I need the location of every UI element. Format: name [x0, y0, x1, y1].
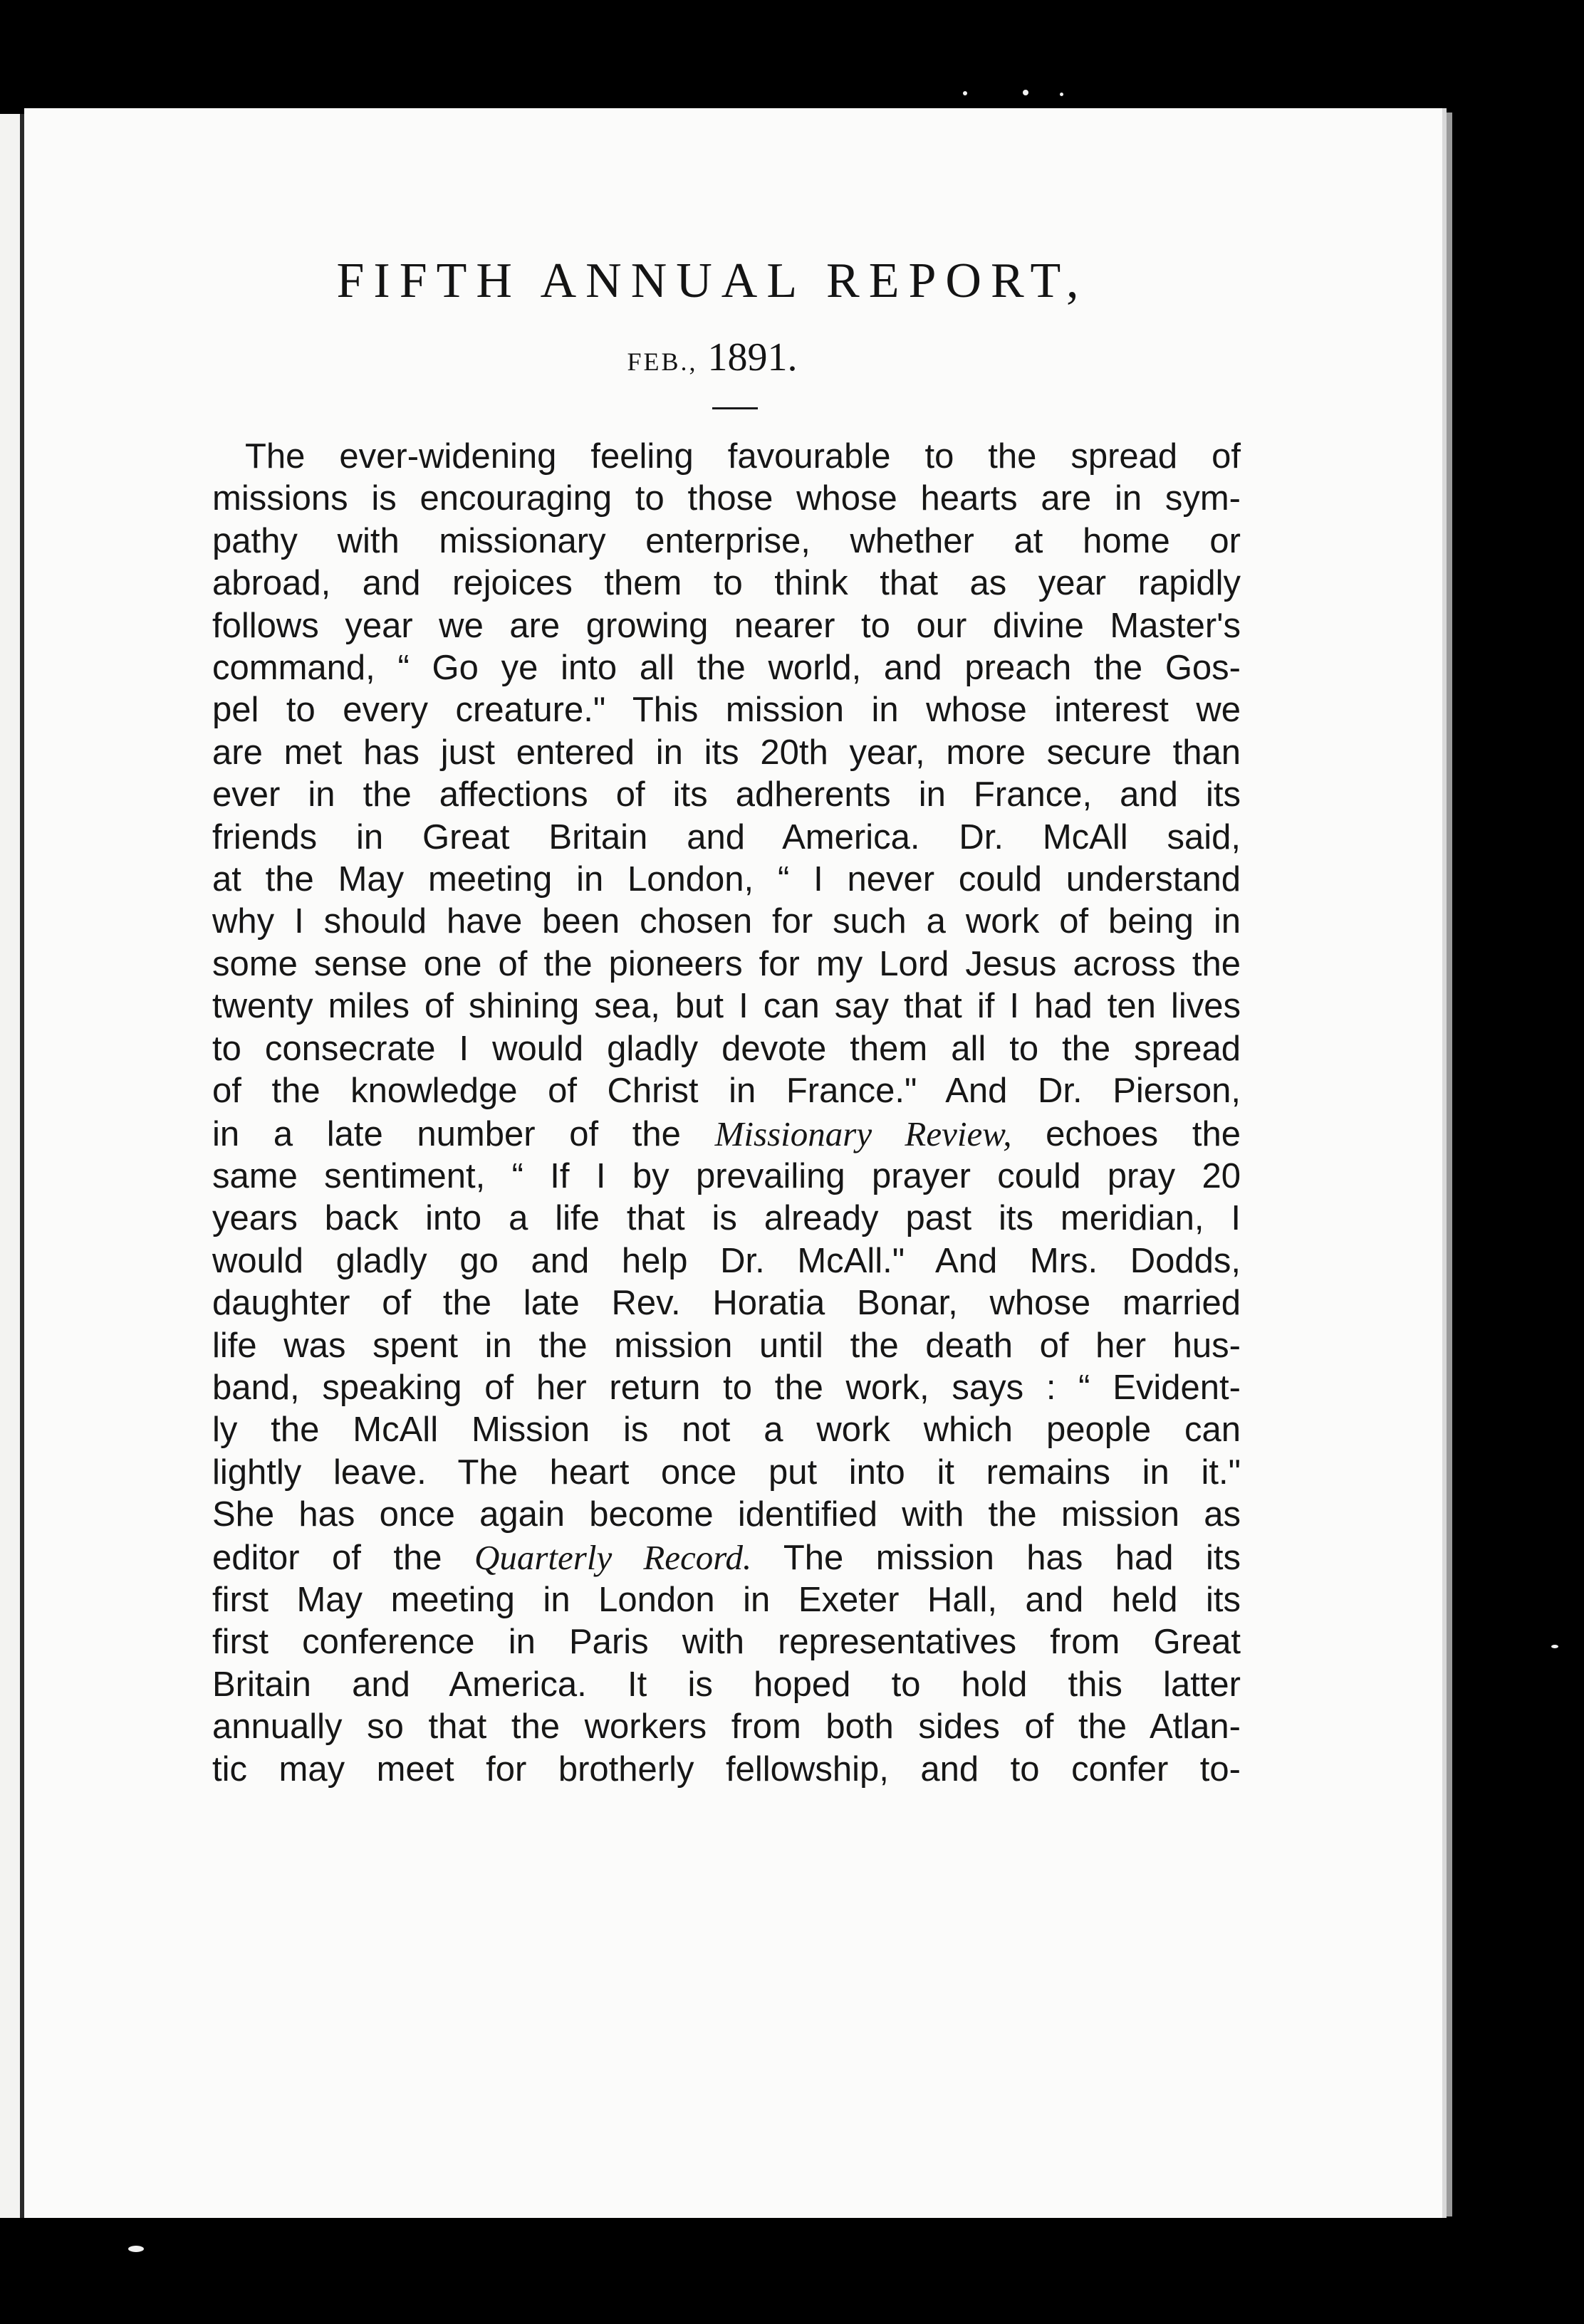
text-line — [212, 1749, 1241, 1791]
adjacent-page-edge — [0, 114, 20, 2218]
text-line — [212, 1070, 1241, 1112]
text-line — [212, 943, 1241, 985]
text-segment: lightly leave. The heart once put into it remains in it." — [212, 1452, 1241, 1492]
text-segment: in a late number of the — [212, 1114, 715, 1153]
text-segment: ly the McAll Mission is not a work which people can — [212, 1410, 1241, 1450]
report-date-month: FEB., — [627, 347, 698, 376]
text-line — [212, 647, 1241, 689]
text-line — [212, 1367, 1241, 1409]
report-date — [285, 335, 1140, 380]
text-line — [212, 1240, 1241, 1282]
text-line — [212, 1325, 1241, 1367]
scan-speck — [1551, 1645, 1558, 1648]
text-line — [212, 689, 1241, 731]
text-line — [212, 562, 1241, 604]
text-segment: editor of the — [212, 1538, 474, 1577]
text-segment: twenty miles of shining sea, but I can say that if I had ten lives — [212, 987, 1241, 1026]
text-segment: some sense one of the pioneers for my Lord Jesus across the — [212, 944, 1241, 983]
text-segment: why I should have been chosen for such a work of being in — [212, 902, 1241, 941]
text-segment: The mission has had its — [751, 1538, 1241, 1577]
scan-speck — [128, 2246, 144, 2252]
text-line — [212, 1494, 1241, 1536]
text-segment: would gladly go and help Dr. McAll." And Mrs. Dodds, — [212, 1241, 1241, 1280]
text-segment: The ever-widening feeling favourable to the spread of — [245, 437, 1241, 476]
italic-title: Quarterly Record. — [474, 1537, 752, 1577]
text-segment: She has once again become identified with the mission as — [212, 1495, 1241, 1534]
text-segment: abroad, and rejoices them to think that as year rapidly — [212, 564, 1241, 603]
text-line — [212, 774, 1241, 816]
text-line — [212, 901, 1241, 943]
text-line — [212, 605, 1241, 647]
text-segment: pathy with missionary enterprise, whether at home or — [212, 521, 1241, 560]
scan-speck — [1060, 93, 1063, 96]
text-line — [212, 732, 1241, 774]
text-line — [212, 520, 1241, 562]
text-segment: are met has just entered in its 20th year, more secure than — [212, 733, 1241, 772]
text-line — [212, 1282, 1241, 1324]
text-segment: life was spent in the mission until the death of her hus- — [212, 1326, 1241, 1365]
scan-speck — [963, 91, 967, 95]
text-segment: echoes the — [1011, 1114, 1241, 1153]
text-segment: ever in the affections of its adherents in France, and its — [212, 775, 1241, 815]
text-segment: tic may meet for brotherly fellowship, and to confer to- — [212, 1749, 1241, 1789]
text-segment: of the knowledge of Christ in France." And Dr. Pierson, — [212, 1072, 1241, 1111]
text-segment: at the May meeting in London, “ I never could understand — [212, 860, 1241, 899]
text-segment: to consecrate I would gladly devote them all to the spread — [212, 1029, 1241, 1068]
report-body-text — [212, 436, 1241, 1791]
text-segment: annually so that the workers from both sides of the Atlan- — [212, 1707, 1241, 1747]
text-segment: band, speaking of her return to the work, says : “ Evident- — [212, 1368, 1241, 1407]
text-line — [212, 1452, 1241, 1494]
text-segment: command, “ Go ye into all the world, and preach the Gos- — [212, 649, 1241, 688]
text-segment: pel to every creature." This mission in whose interest we — [212, 691, 1241, 730]
text-line — [212, 1664, 1241, 1706]
text-line — [212, 1156, 1241, 1198]
text-line — [212, 1706, 1241, 1748]
text-line — [212, 817, 1241, 859]
italic-title: Missionary Review, — [714, 1114, 1012, 1153]
text-line — [212, 1537, 1241, 1579]
text-line — [212, 1028, 1241, 1070]
text-segment: follows year we are growing nearer to our divine Master's — [212, 606, 1241, 645]
text-line — [212, 985, 1241, 1027]
text-segment: daughter of the late Rev. Horatia Bonar, whose married — [212, 1284, 1241, 1323]
text-line — [212, 1409, 1241, 1451]
text-segment: friends in Great Britain and America. Dr. McAll said, — [212, 817, 1241, 857]
report-date-year: 1891. — [707, 335, 798, 380]
text-segment: years back into a life that is already past its meridian, I — [212, 1199, 1241, 1238]
text-segment: missions is encouraging to those whose hearts are in sym- — [212, 479, 1241, 518]
report-title: FIFTH ANNUAL REPORT, — [336, 253, 1088, 308]
text-line — [212, 1198, 1241, 1240]
text-segment: same sentiment, “ If I by prevailing prayer could pray 20 — [212, 1156, 1241, 1195]
text-segment: first May meeting in London in Exeter Hall, and held its — [212, 1580, 1241, 1619]
text-line — [212, 1579, 1241, 1621]
text-line — [212, 859, 1241, 901]
title-divider — [712, 407, 758, 409]
text-line — [212, 1621, 1241, 1663]
text-line — [212, 436, 1241, 478]
scan-speck — [1023, 90, 1028, 95]
page-right-edge — [1447, 112, 1452, 2216]
text-line — [212, 1113, 1241, 1156]
text-line — [212, 478, 1241, 520]
text-segment: Britain and America. It is hoped to hold this latter — [212, 1665, 1241, 1704]
text-segment: first conference in Paris with representatives from Great — [212, 1623, 1241, 1662]
